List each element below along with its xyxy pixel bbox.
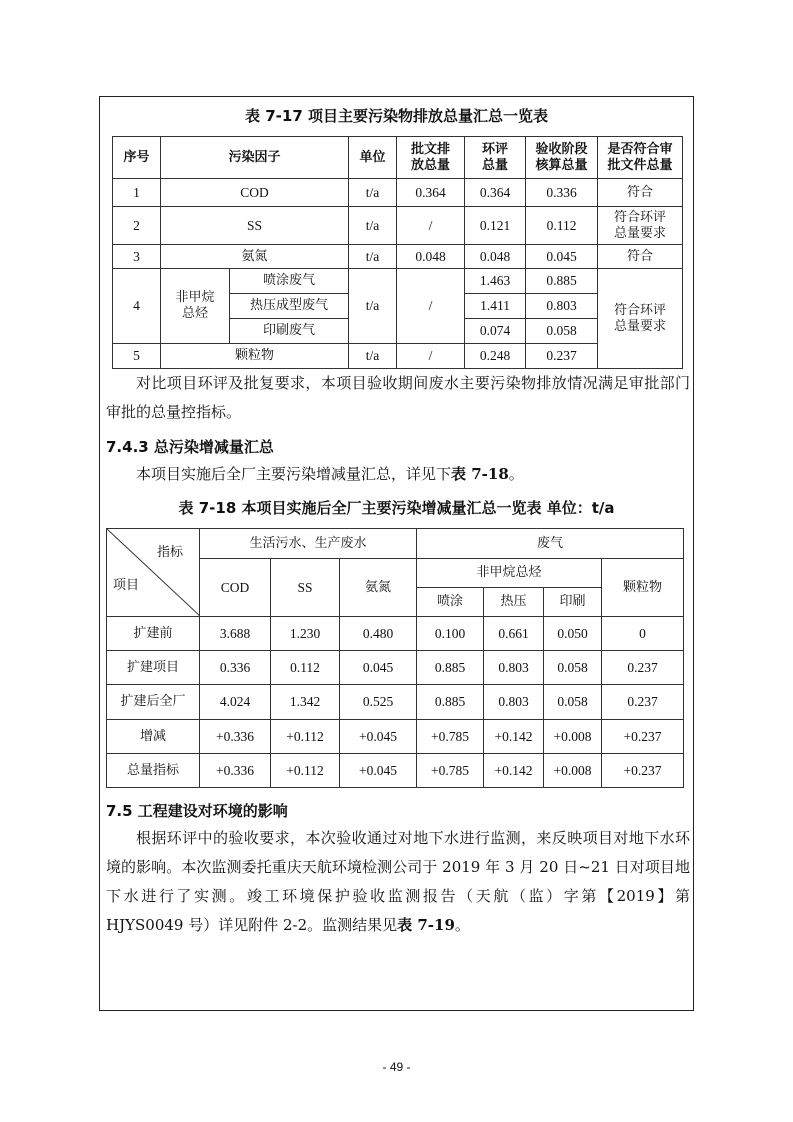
col-ss: SS: [271, 559, 340, 617]
table-7-18: [106, 528, 684, 788]
group-water: 生活污水、生产废水: [200, 529, 417, 559]
row-compliance: 符合: [598, 245, 683, 269]
sub-factor: 印刷废气: [230, 319, 349, 344]
col-spray: 喷涂: [417, 588, 484, 617]
paragraph-intro-7-18: [106, 460, 690, 489]
row-factor: COD: [161, 179, 349, 207]
corner-index-label: 指标: [156, 545, 183, 560]
row-value: 0.803: [484, 651, 544, 685]
row-approved: /: [397, 269, 465, 344]
row-compliance: [598, 207, 683, 245]
header-eia: [465, 137, 526, 179]
row-value: 0.885: [417, 685, 484, 720]
row-no: 5: [113, 344, 161, 369]
row-approved: 0.048: [397, 245, 465, 269]
row-no: 4: [113, 269, 161, 344]
table-ref-7-18[interactable]: 表 7-18: [451, 465, 509, 483]
table-row: [107, 754, 684, 788]
header-factor: 污染因子: [161, 137, 349, 179]
compliance-line2: 总量要求: [614, 225, 667, 241]
row-value: +0.785: [417, 754, 484, 788]
header-eia-line2: 总量: [482, 157, 509, 173]
row-item: 扩建后全厂: [107, 685, 200, 720]
row-factor: SS: [161, 207, 349, 245]
row-value: 0.058: [544, 685, 602, 720]
group-line2: 总烃: [181, 306, 208, 321]
header-approved-line1: 批文排: [411, 141, 451, 157]
header-unit: 单位: [349, 137, 397, 179]
diagonal-line: [107, 529, 200, 616]
row-value: 0.100: [417, 617, 484, 651]
table-row: [107, 651, 684, 685]
row-value: 1.342: [271, 685, 340, 720]
row-acceptance: 0.237: [526, 344, 598, 369]
group-nmhc: 非甲烷总烃: [417, 559, 602, 588]
row-value: +0.237: [602, 720, 684, 754]
header-compliance: [598, 137, 683, 179]
row-acceptance: 0.803: [526, 294, 598, 319]
row-value: 0.885: [417, 651, 484, 685]
row-item: 增减: [107, 720, 200, 754]
row-value: 0.237: [602, 651, 684, 685]
row-no: 3: [113, 245, 161, 269]
col-pm: 颗粒物: [602, 559, 684, 617]
col-print: 印刷: [544, 588, 602, 617]
sub-factor: 热压成型废气: [230, 294, 349, 319]
header-no: 序号: [113, 137, 161, 179]
row-eia: 0.121: [465, 207, 526, 245]
paragraph-comparison: 对比项目环评及批复要求，本项目验收期间废水主要污染物排放情况满足审批部门审批的总量控指标。: [106, 374, 690, 421]
row-value: 0.480: [340, 617, 417, 651]
row-item: 总量指标: [107, 754, 200, 788]
section-heading-7-5: 7.5 工程建设对环境的影响: [106, 802, 288, 820]
row-value: 0.803: [484, 685, 544, 720]
row-value: +0.045: [340, 720, 417, 754]
table-header-row: [113, 137, 683, 179]
row-item: 扩建前: [107, 617, 200, 651]
row-value: +0.008: [544, 720, 602, 754]
row-no: 2: [113, 207, 161, 245]
table-header-row: [107, 529, 684, 559]
row-value: +0.142: [484, 754, 544, 788]
table-7-17-caption: 表 7-17 项目主要污染物排放总量汇总一览表: [245, 107, 548, 125]
table-7-17: [112, 136, 683, 369]
row-approved: /: [397, 207, 465, 245]
group-line1: 非甲烷: [175, 290, 215, 305]
row-value: 0.058: [544, 651, 602, 685]
row-value: +0.336: [200, 754, 271, 788]
section-heading-7-4-3: 7.4.3 总污染增减量汇总: [106, 438, 274, 456]
group-nmhc: [161, 269, 230, 344]
table-row: [107, 617, 684, 651]
row-value: +0.112: [271, 720, 340, 754]
row-value: 0.045: [340, 651, 417, 685]
para2-text: 本项目实施后全厂主要污染增减量汇总，详见下: [136, 465, 452, 483]
row-acceptance: 0.112: [526, 207, 598, 245]
table-row: [107, 720, 684, 754]
row-unit: t/a: [349, 179, 397, 207]
row-value: 0.661: [484, 617, 544, 651]
header-compliance-line1: 是否符合审: [607, 141, 673, 157]
header-compliance-line2: 批文件总量: [607, 157, 673, 173]
row-compliance: [598, 269, 683, 369]
corner-cell: [107, 529, 200, 617]
para3-text: 根据环评中的验收要求，本次验收通过对地下水进行监测，来反映项目对地下水环境的影响。本次监测委托重庆天航环境检测公司于 2019 年 3 月 20 日~21 日对项目地下水进行了实测。竣工环境保护验收监测报告（天航（监）字第【2019】第 HJYS0049 号）详见附件 2-2。监测结果见: [106, 829, 690, 934]
row-value: 1.230: [271, 617, 340, 651]
header-approved: [397, 137, 465, 179]
row-factor: 氨氮: [161, 245, 349, 269]
row-item: 扩建项目: [107, 651, 200, 685]
row-eia: 1.411: [465, 294, 526, 319]
header-eia-line1: 环评: [482, 141, 509, 157]
row-acceptance: 0.045: [526, 245, 598, 269]
group-gas: 废气: [417, 529, 684, 559]
row-value: +0.142: [484, 720, 544, 754]
page-frame: [99, 96, 694, 1011]
row-value: +0.008: [544, 754, 602, 788]
row-eia: 0.048: [465, 245, 526, 269]
row-approved: 0.364: [397, 179, 465, 207]
row-value: +0.336: [200, 720, 271, 754]
page-number: - 49 -: [382, 1060, 411, 1074]
row-value: +0.785: [417, 720, 484, 754]
compliance-line2: 总量要求: [614, 318, 667, 334]
table-row: [113, 245, 683, 269]
table-7-18-caption: 表 7-18 本项目实施后全厂主要污染增减量汇总一览表 单位：t/a: [178, 499, 615, 517]
header-acceptance-line2: 核算总量: [535, 157, 588, 173]
row-no: 1: [113, 179, 161, 207]
row-unit: t/a: [349, 207, 397, 245]
table-row: [113, 207, 683, 245]
row-value: 0: [602, 617, 684, 651]
table-row: [113, 179, 683, 207]
row-unit: t/a: [349, 245, 397, 269]
corner-item-label: 项目: [113, 578, 140, 593]
compliance-line1: 符合环评: [614, 209, 667, 225]
col-cod: COD: [200, 559, 271, 617]
row-factor: 颗粒物: [161, 344, 349, 369]
row-unit: t/a: [349, 344, 397, 369]
row-eia: 0.364: [465, 179, 526, 207]
col-press: 热压: [484, 588, 544, 617]
row-eia: 1.463: [465, 269, 526, 294]
row-acceptance: 0.058: [526, 319, 598, 344]
row-eia: 0.074: [465, 319, 526, 344]
header-approved-line2: 放总量: [411, 157, 451, 173]
row-value: 0.237: [602, 685, 684, 720]
table-row: [107, 685, 684, 720]
table-row: [113, 344, 683, 369]
paragraph-groundwater: [106, 824, 690, 940]
para3-end: 。: [454, 916, 470, 934]
row-approved: /: [397, 344, 465, 369]
row-value: 0.336: [200, 651, 271, 685]
compliance-line1: 符合环评: [614, 302, 667, 318]
row-value: 3.688: [200, 617, 271, 651]
row-compliance: 符合: [598, 179, 683, 207]
col-nh3: 氨氮: [340, 559, 417, 617]
table-row: [113, 269, 683, 294]
row-acceptance: 0.885: [526, 269, 598, 294]
row-value: 0.112: [271, 651, 340, 685]
para2-end: 。: [508, 465, 524, 483]
header-acceptance-line1: 验收阶段: [535, 141, 588, 157]
row-value: +0.045: [340, 754, 417, 788]
row-value: 4.024: [200, 685, 271, 720]
header-acceptance: [526, 137, 598, 179]
row-acceptance: 0.336: [526, 179, 598, 207]
row-value: 0.525: [340, 685, 417, 720]
table-ref-7-19[interactable]: 表 7-19: [397, 916, 455, 934]
sub-factor: 喷涂废气: [230, 269, 349, 294]
row-value: +0.237: [602, 754, 684, 788]
row-eia: 0.248: [465, 344, 526, 369]
row-value: 0.050: [544, 617, 602, 651]
row-value: +0.112: [271, 754, 340, 788]
row-unit: t/a: [349, 269, 397, 344]
